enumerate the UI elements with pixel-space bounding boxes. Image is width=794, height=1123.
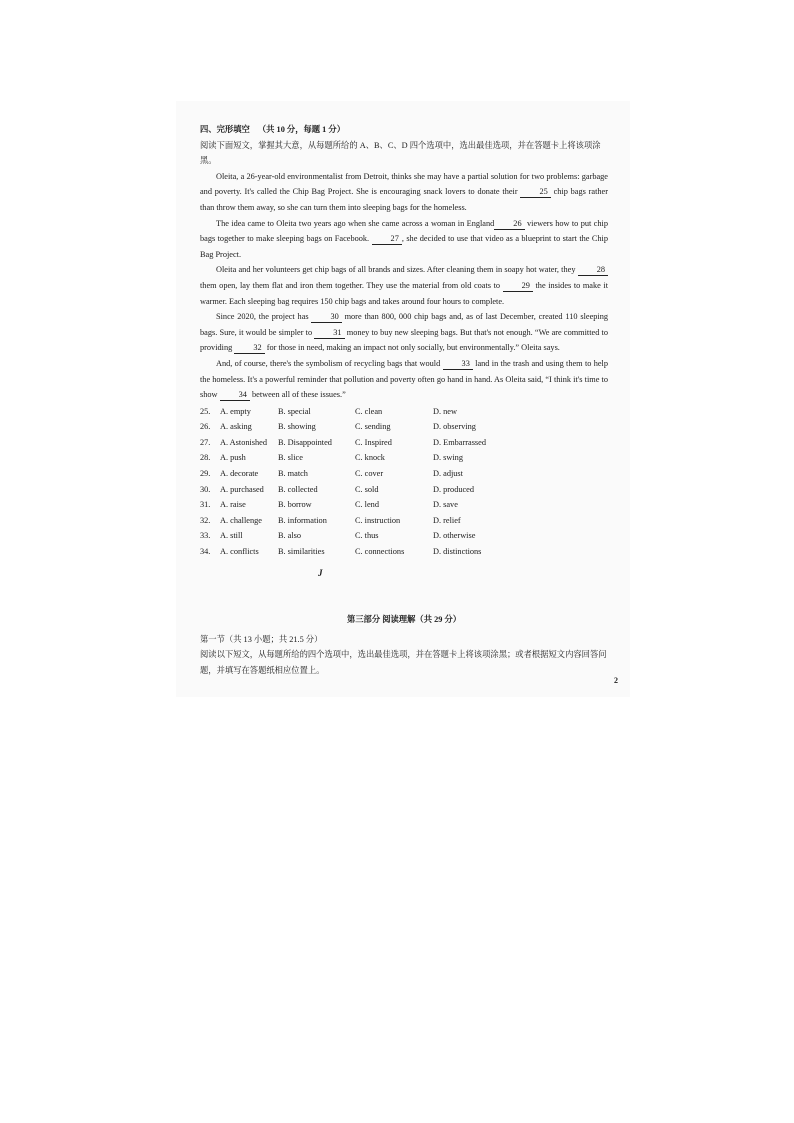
option-row: [200, 450, 608, 466]
option-a: A. challenge: [220, 515, 262, 525]
option-d: D. swing: [433, 453, 463, 463]
option-b: B. showing: [278, 422, 316, 432]
section-instruction: 阅读下面短文，掌握其大意，从每题所给的 A、B、C、D 四个选项中，选出最佳选项，并在答题卡上将该项涂黑。: [200, 140, 601, 166]
option-d: D. new: [433, 406, 457, 416]
blank-31: 31: [314, 328, 344, 339]
option-b: B. special: [278, 406, 311, 416]
question-number: 26.: [200, 422, 211, 432]
option-d: D. Embarrassed: [433, 437, 486, 447]
blank-28: 28: [578, 265, 608, 276]
option-d: D. otherwise: [433, 531, 476, 541]
blank-34: 34: [220, 390, 250, 401]
passage-text: land in the trash and using them to help the homeless. It's a powerful reminder that pollution and poverty often go hand in hand. As Oleita said, “I think it's time to show: [200, 358, 609, 400]
passage-text: money to buy new sleeping bags. But that's not enough. “We are committed to providing: [200, 327, 608, 353]
option-d: D. produced: [433, 484, 475, 494]
page-number: 2: [614, 676, 618, 685]
question-number: 31.: [200, 500, 211, 510]
option-d: D. relief: [433, 515, 461, 525]
passage-text: them open, lay them flat and iron them together. They use the material from old coats to: [200, 280, 501, 290]
option-row: [200, 513, 608, 529]
option-row: [200, 419, 608, 435]
option-c: C. instruction: [355, 515, 401, 525]
passage-text: Oleita and her volunteers get chip bags of all brands and sizes. After cleaning them in soapy hot water, they: [216, 265, 576, 275]
option-c: C. sold: [355, 484, 379, 494]
passage-text: for those in need, making an impact not only socially, but environmentally.” Oleita says.: [266, 343, 560, 353]
blank-26: 26: [494, 219, 524, 230]
passage-paragraph-2: [200, 216, 608, 263]
option-c: C. sending: [355, 422, 391, 432]
option-a: A. conflicts: [220, 547, 259, 557]
option-a: A. purchased: [220, 484, 264, 494]
option-a: A. empty: [220, 406, 251, 416]
passage-text: between all of these issues.”: [251, 390, 346, 400]
passage-text: The idea came to Oleita two years ago when she came across a woman in England: [216, 218, 495, 228]
question-number: 28.: [200, 453, 211, 463]
passage-paragraph-5: [200, 356, 608, 403]
question-number: 33.: [200, 531, 211, 541]
blank-32: 32: [234, 343, 264, 354]
option-a: A. push: [220, 453, 246, 463]
option-row: [200, 435, 608, 451]
reading-section: [200, 612, 608, 678]
option-c: C. cover: [355, 469, 384, 479]
passage-paragraph-4: [200, 309, 608, 356]
part3-title: 第三部分 阅读理解（共 29 分）: [346, 615, 462, 624]
option-b: B. similarities: [278, 547, 325, 557]
passage-text: the insides to make it warmer. Each sleeping bag requires 150 chip bags and takes around four hours to complete.: [200, 280, 609, 306]
blank-33: 33: [443, 359, 473, 370]
passage-text: viewers how to put chip bags together to make sleeping bags on Facebook.: [200, 218, 609, 244]
question-number: 32.: [200, 515, 211, 525]
option-c: C. lend: [355, 500, 379, 510]
option-d: D. adjust: [433, 469, 463, 479]
option-b: B. also: [278, 531, 302, 541]
option-d: D. distinctions: [433, 547, 482, 557]
section-score: （共 10 分，每题 1 分）: [257, 125, 345, 134]
passage-text: , she decided to use that video as a blueprint to start the Chip Bag Project.: [200, 234, 608, 259]
blank-30: 30: [311, 312, 341, 323]
option-a: A. raise: [220, 500, 246, 510]
option-row: [200, 497, 608, 513]
option-a: A. Astonished: [220, 437, 268, 447]
handwritten-mark: J: [318, 568, 323, 578]
question-number: 30.: [200, 484, 211, 494]
option-b: B. match: [278, 469, 308, 479]
option-row: [200, 466, 608, 482]
option-b: B. information: [278, 515, 327, 525]
passage-text: more than 800, 000 chip bags and, as of last December, created 110 sleeping bags. Sure, it would be simpler to: [200, 312, 609, 337]
option-d: D. observing: [433, 422, 476, 432]
option-c: C. knock: [355, 453, 385, 463]
option-c: C. Inspired: [355, 437, 392, 447]
blank-27: 27: [372, 234, 402, 245]
cloze-section: [200, 122, 608, 560]
passage-text: chip bags rather than throw them away, so she can turn them into sleeping bags for the homeless.: [200, 187, 609, 212]
blank-25: 25: [520, 187, 550, 198]
blank-29: 29: [503, 281, 533, 292]
option-b: B. collected: [278, 484, 318, 494]
option-a: A. still: [220, 531, 243, 541]
option-row: [200, 544, 608, 560]
options-list: [200, 404, 608, 560]
option-b: B. borrow: [278, 500, 312, 510]
question-number: 34.: [200, 547, 211, 557]
passage-paragraph-1: [200, 169, 608, 216]
question-number: 29.: [200, 469, 211, 479]
section-title: 四、完形填空: [200, 125, 250, 134]
question-number: 25.: [200, 406, 211, 416]
section-heading: [200, 122, 608, 138]
option-row: [200, 404, 608, 420]
option-a: A. decorate: [220, 469, 259, 479]
passage-text: Oleita, a 26-year-old environmentalist from Detroit, thinks she may have a partial solution for two problems: garbage and poverty. It's called the Chip Bag Project. She is encouraging snack lovers to donate their: [200, 171, 608, 197]
option-a: A. asking: [220, 422, 252, 432]
option-c: C. thus: [355, 531, 379, 541]
reading-instruction: 阅读以下短文，从每题所给的四个选项中，选出最佳选项，并在答题卡上将该项涂黑；或者根据短文内容回答问题，并填写在答题纸相应位置上。: [200, 650, 607, 675]
option-d: D. save: [433, 500, 458, 510]
passage-text: And, of course, there's the symbolism of recycling bags that would: [216, 358, 441, 368]
option-c: C. clean: [355, 406, 383, 416]
option-row: [200, 528, 608, 544]
option-b: B. Disappointed: [278, 437, 332, 447]
passage-text: Since 2020, the project has: [216, 312, 309, 322]
option-c: C. connections: [355, 547, 405, 557]
passage-paragraph-3: [200, 262, 608, 309]
option-b: B. slice: [278, 453, 303, 463]
option-row: [200, 482, 608, 498]
question-number: 27.: [200, 437, 211, 447]
subsection-heading: 第一节（共 13 小题；共 21.5 分）: [200, 634, 323, 644]
